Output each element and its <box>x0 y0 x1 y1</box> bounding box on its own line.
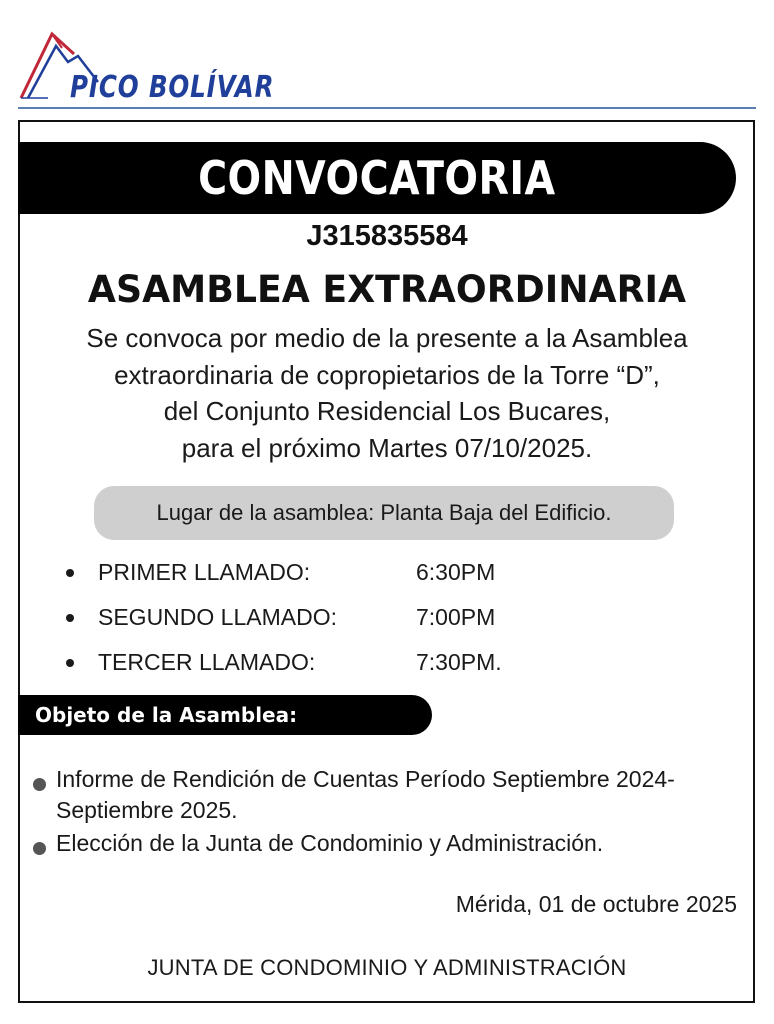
call-item <box>62 642 562 687</box>
venue-box <box>94 486 674 540</box>
call-schedule <box>62 552 562 687</box>
call-item <box>62 597 562 642</box>
bullet-icon <box>66 659 74 667</box>
venue-text: Lugar de la asamblea: Planta Baja del Edificio. <box>156 500 612 525</box>
call-time: 7:00PM <box>416 604 496 630</box>
place-date: Mérida, 01 de octubre 2025 <box>455 891 737 917</box>
notice-title: CONVOCATORIA <box>198 151 556 205</box>
logo-text: PICO BOLÍVAR <box>70 70 275 105</box>
intro-line: del Conjunto Residencial Los Bucares, <box>163 396 611 426</box>
call-label: SEGUNDO LLAMADO: <box>98 604 337 630</box>
objective-item <box>30 764 730 826</box>
header-divider <box>18 107 756 109</box>
objective-item <box>30 828 730 859</box>
objective-heading: Objeto de la Asamblea: <box>35 703 298 727</box>
bullet-icon <box>33 778 46 791</box>
signature: JUNTA DE CONDOMINIO Y ADMINISTRACIÓN <box>147 955 627 980</box>
call-label: PRIMER LLAMADO: <box>98 559 311 585</box>
logo <box>18 26 275 105</box>
call-time: 7:30PM. <box>416 649 502 675</box>
call-item <box>62 552 562 597</box>
call-time: 6:30PM <box>416 559 496 585</box>
intro-line: para el próximo Martes 07/10/2025. <box>181 432 593 463</box>
title-banner <box>18 142 736 214</box>
intro-line: Se convoca por medio de la presente a la Asamblea <box>86 323 688 353</box>
objective-text: Elección de la Junta de Condominio y Administración. <box>56 830 604 856</box>
intro-paragraph <box>24 320 750 466</box>
bullet-icon <box>66 614 74 622</box>
intro-line: extraordinaria de copropietarios de la Torre “D”, <box>114 359 660 390</box>
objective-list <box>30 764 730 859</box>
call-label: TERCER LLAMADO: <box>98 649 316 675</box>
notice-subtitle: ASAMBLEA EXTRAORDINARIA <box>87 268 687 311</box>
bullet-icon <box>66 569 74 577</box>
objective-text: Informe de Rendición de Cuentas Período Septiembre 2024- Septiembre 2025. <box>56 766 675 823</box>
bullet-icon <box>33 842 46 855</box>
objective-banner <box>18 695 432 735</box>
notice-code: J315835584 <box>306 220 468 252</box>
